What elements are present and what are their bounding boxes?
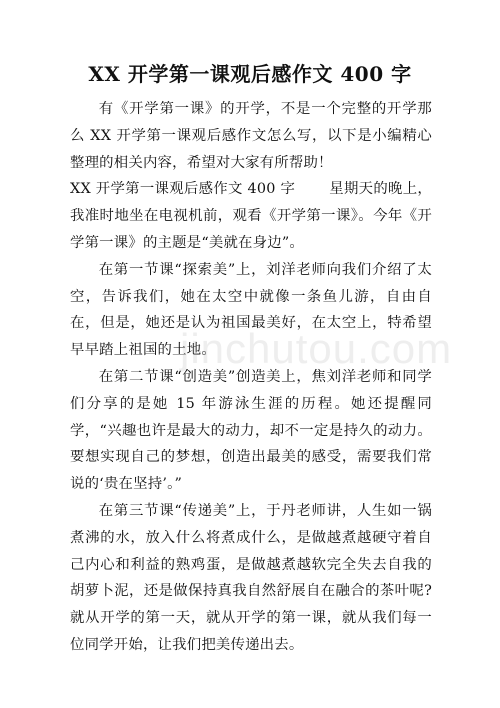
paragraph-2: 在第一节课“探索美”上，刘洋老师向我们介绍了太空，告诉我们，她在太空中就像一条鱼儿游，自由自在，但是，她还是认为祖国最美好，在太空上，特希望早早踏上祖国的土地。 — [70, 261, 432, 359]
watermark: jinchutou.com — [180, 325, 453, 372]
paragraph-3: 在第二节课“创造美”创造美上，焦刘洋老师和同学们分享的是她 15 年游泳生涯的历程。她还提醒同学，“兴趣也许是最大的动力，却不一定是持久的动力。要想实现自己的梦想，创造出最美的感受，需要我们常说的‘贵在坚持’。” — [70, 368, 432, 493]
subtitle-text: XX 开学第一课观后感作文 400 字 — [70, 181, 296, 198]
paragraph-1-text: 星期天的晚上，我准时地坐在电视机前，观看《开学第一课》。今年《开学第一课》的主题是“美就在身边”。 — [70, 181, 432, 251]
document-body — [70, 96, 432, 659]
paragraph-4: 在第三节课“传递美”上，于丹老师讲，人生如一锅煮沸的水，放入什么将煮成什么，是做越煮越硬守着自己内心和利益的熟鸡蛋，是做越煮越软完全失去自我的胡萝卜泥，还是做保持真我自然舒展自在融合的茶叶呢?就从开学的第一天，就从开学的第一课，就从我们每一位同学开始，让我们把美传递出去。 — [70, 502, 432, 653]
document-title: XX 开学第一课观后感作文 400 字 — [88, 62, 412, 86]
subtitle-paragraph — [70, 176, 432, 256]
intro-paragraph: 有《开学第一课》的开学，不是一个完整的开学那么 XX 开学第一课观后感作文怎么写，以下是小编精心整理的相关内容，希望对大家有所帮助！ — [70, 101, 432, 171]
